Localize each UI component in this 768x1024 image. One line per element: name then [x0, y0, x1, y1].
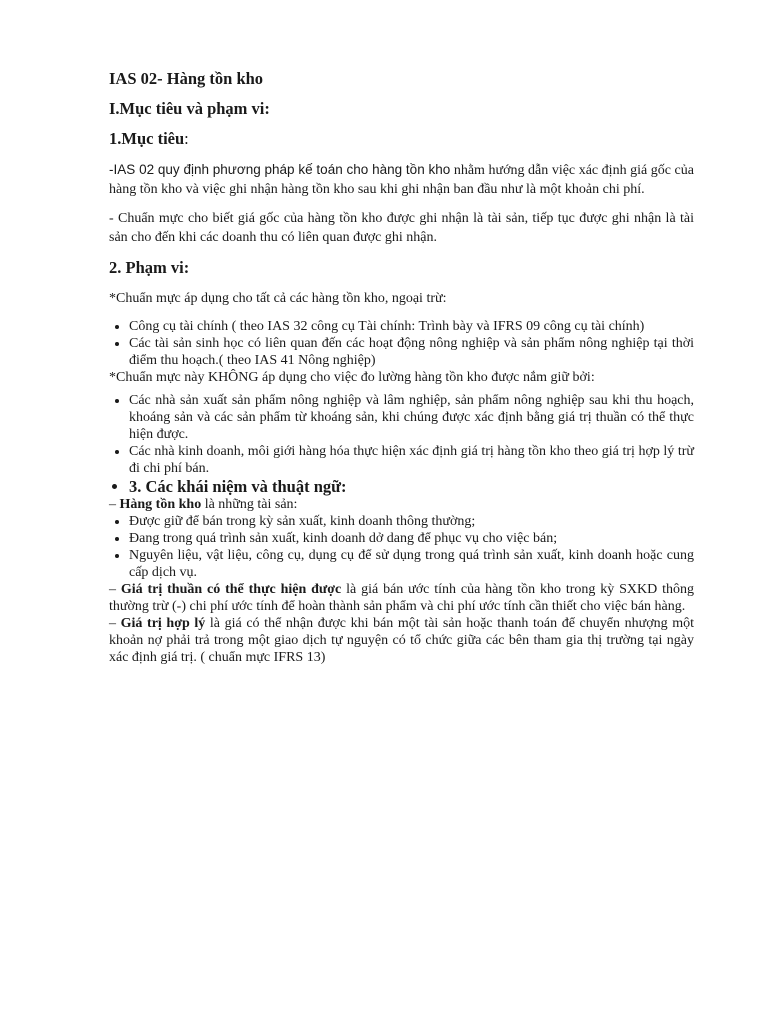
inventory-items-list: [109, 513, 694, 581]
list-item: • Được giữ để bán trong kỳ sản xuất, kinh doanh thông thường;: [129, 513, 694, 530]
term-inventory: Hàng tồn kho: [119, 497, 202, 512]
dash: –: [109, 497, 120, 512]
nrv-definition: [109, 581, 694, 615]
fair-value-definition: [109, 615, 694, 666]
subheading-objective: [109, 128, 694, 150]
objective-paragraph-1-rest: nhằm hướng dẫn việc xác định giá gốc của hàng tồn kho và việc ghi nhận hàng tồn kho sau khi ghi nhận ban đầu như là một khoản chi phí.: [109, 163, 694, 197]
dash: –: [109, 616, 121, 631]
list-item: • Các tài sản sinh học có liên quan đến các hoạt động nông nghiệp và sản phẩm nông nghiệp tại thời điểm thu hoạch.( theo IAS 41 Nông nghiệp): [129, 335, 694, 369]
objective-paragraph-1-lead: -IAS 02 quy định phương pháp kế toán cho hàng tồn kho: [109, 162, 451, 177]
dash: –: [109, 582, 121, 597]
subheading-scope: 2. Phạm vi:: [109, 258, 190, 277]
fair-value-definition-text: là giá có thể nhận được khi bán một tài sản hoặc thanh toán để chuyển nhượng một khoản nợ phải trả trong một giao dịch tự nguyện có tổ chức giữa các bên tham gia thị trường tại ngày xác định giá trị. ( chuẩn mực IFRS 13): [109, 616, 695, 665]
subheading-objective-text: 1.Mục tiêu: [109, 129, 185, 148]
inventory-definition: [109, 496, 694, 513]
objective-paragraph-2: - Chuẩn mực cho biết giá gốc của hàng tồn kho được ghi nhận là tài sản, tiếp tục được ghi nhận là tài sản cho đến khi các doanh thu có liên quan được ghi nhận.: [109, 211, 694, 245]
term-fair-value: Giá trị hợp lý: [120, 616, 206, 631]
section-heading-concepts: • 3. Các khái niệm và thuật ngữ:: [129, 477, 694, 496]
list-item: • Nguyên liệu, vật liệu, công cụ, dụng cụ để sử dụng trong quá trình sản xuất, kinh doanh hoặc cung cấp dịch vụ.: [129, 547, 694, 581]
nrv-definition-text: là giá bán ước tính của hàng tồn kho trong kỳ SXKD thông thường trừ (-) chi phí ước tính để hoàn thành sản phẩm và chi phí ước tính cần thiết cho việc bán hàng.: [109, 582, 695, 614]
section-heading-objective-scope: I.Mục tiêu và phạm vi:: [109, 99, 270, 118]
scope-intro: *Chuẩn mực áp dụng cho tất cả các hàng tồn kho, ngoại trừ:: [109, 291, 447, 306]
term-nrv: Giá trị thuần có thể thực hiện được: [120, 582, 342, 597]
objective-paragraph-1: [109, 160, 694, 199]
subheading-objective-colon: :: [184, 129, 189, 148]
inventory-definition-text: là những tài sản:: [201, 497, 298, 512]
list-item: • Đang trong quá trình sản xuất, kinh doanh dở dang để phục vụ cho việc bán;: [129, 530, 694, 547]
list-item: • Công cụ tài chính ( theo IAS 32 công cụ Tài chính: Trình bày và IFRS 09 công cụ tài chính): [129, 318, 694, 335]
document-page: [109, 68, 694, 666]
document-title: IAS 02- Hàng tồn kho: [109, 69, 264, 88]
measurement-exclusions-list: [109, 392, 694, 496]
list-item: • Các nhà sản xuất sản phẩm nông nghiệp và lâm nghiệp, sản phẩm nông nghiệp sau khi thu hoạch, khoáng sản và các sản phẩm từ khoáng sản, khi chúng được xác định bằng giá trị thuần có thể thực hiện được.: [129, 392, 694, 443]
scope-exclusions-list: [109, 318, 694, 369]
measurement-intro: *Chuẩn mực này KHÔNG áp dụng cho việc đo lường hàng tồn kho được nắm giữ bởi:: [109, 370, 595, 385]
list-item: • Các nhà kinh doanh, môi giới hàng hóa thực hiện xác định giá trị hàng tồn kho theo giá trị hợp lý trừ đi chi phí bán.: [129, 443, 694, 477]
